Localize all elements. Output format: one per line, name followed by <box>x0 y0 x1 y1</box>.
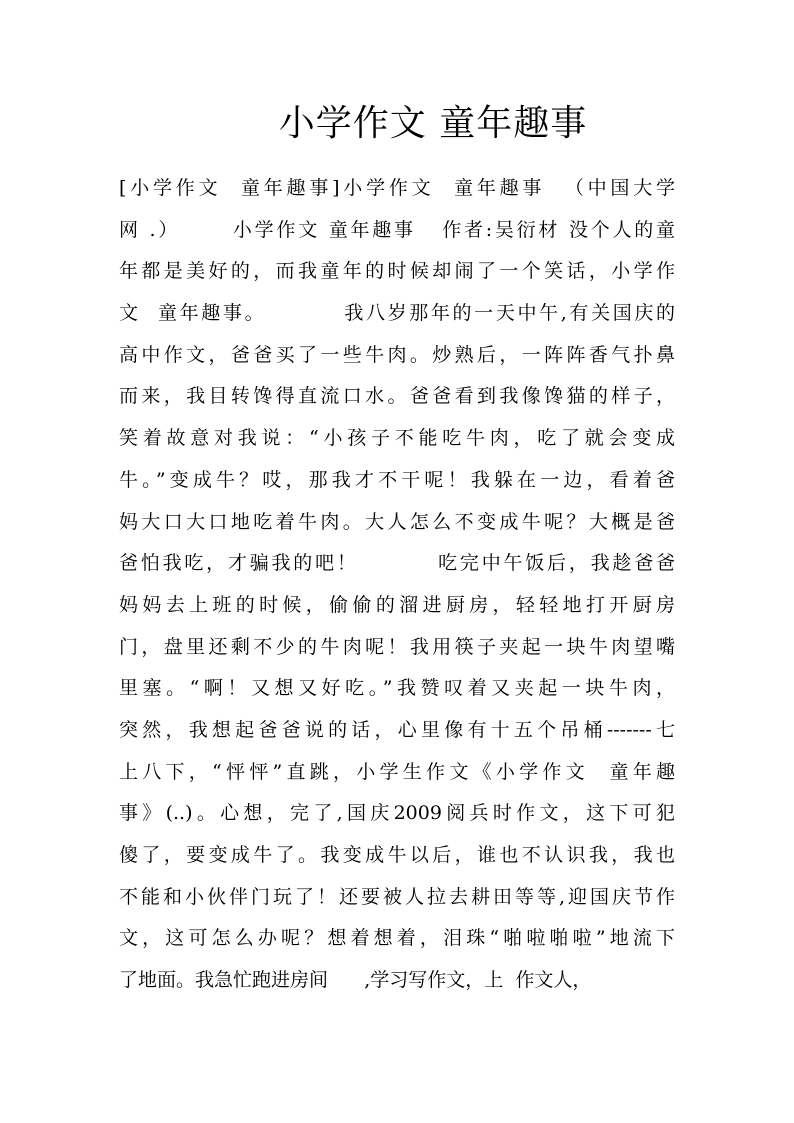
text-line: 高中作文，爸爸买了一些牛肉。炒熟后，一阵阵香气扑鼻 <box>119 343 675 366</box>
text-line: 年都是美好的，而我童年的时候却闹了一个笑话，小学作 <box>119 260 675 283</box>
text-line: 傻了，要变成牛了。我变成牛以后，谁也不认识我，我也 <box>119 844 675 866</box>
text-line: 而来，我目转馋得直流口水。爸爸看到我像馋猫的样子， <box>119 385 675 408</box>
text-line: 不能和小伙伴门玩了！还要被人拉去耕田等等,迎国庆节作 <box>119 885 675 908</box>
text-line: 上八下，“怦怦”直跳，小学生作文《小学作文 童年趣 <box>119 760 675 783</box>
text-line: 文，这可怎么办呢？想着想着，泪珠“啪啦啪啦”地流下 <box>119 927 675 950</box>
text-line: 笑着故意对我说：“小孩子不能吃牛肉，吃了就会变成 <box>119 427 675 450</box>
text-line: 事》(..)。心想，完了,国庆2009阅兵时作文，这下可犯 <box>119 802 675 825</box>
text-line: 妈妈去上班的时候，偷偷的溜进厨房，轻轻地打开厨房 <box>119 593 675 616</box>
text-line: 门，盘里还剩不少的牛肉呢！我用筷子夹起一块牛肉望嘴 <box>119 635 675 658</box>
text-line: 了地面。我急忙跑进房间 ,学习写作文，上 作文人， <box>119 969 592 992</box>
text-line: 爸怕我吃，才骗我的吧！ 吃完中午饭后，我趁爸爸 <box>119 552 675 575</box>
text-line: 妈大口大口地吃着牛肉。大人怎么不变成牛呢？大概是爸 <box>119 510 675 533</box>
text-line: 网 .） 小学作文 童年趣事 作者:吴衍材 没个人的童 <box>119 218 675 241</box>
text-line: 里塞。“啊！又想又好吃。”我赞叹着又夹起一块牛肉， <box>119 677 675 700</box>
text-line: 文 童年趣事。 我八岁那年的一天中午,有关国庆的 <box>119 302 675 325</box>
text-line: 突然，我想起爸爸说的话，心里像有十五个吊桶-------七 <box>119 718 675 741</box>
text-line: 牛。”变成牛？哎，那我才不干呢！我躲在一边，看着爸 <box>119 468 675 491</box>
document-body <box>119 168 675 1002</box>
text-line: [小学作文 童年趣事]小学作文 童年趣事 （中国大学 <box>119 177 675 199</box>
document-title: 小学作文 童年趣事 <box>278 103 588 144</box>
